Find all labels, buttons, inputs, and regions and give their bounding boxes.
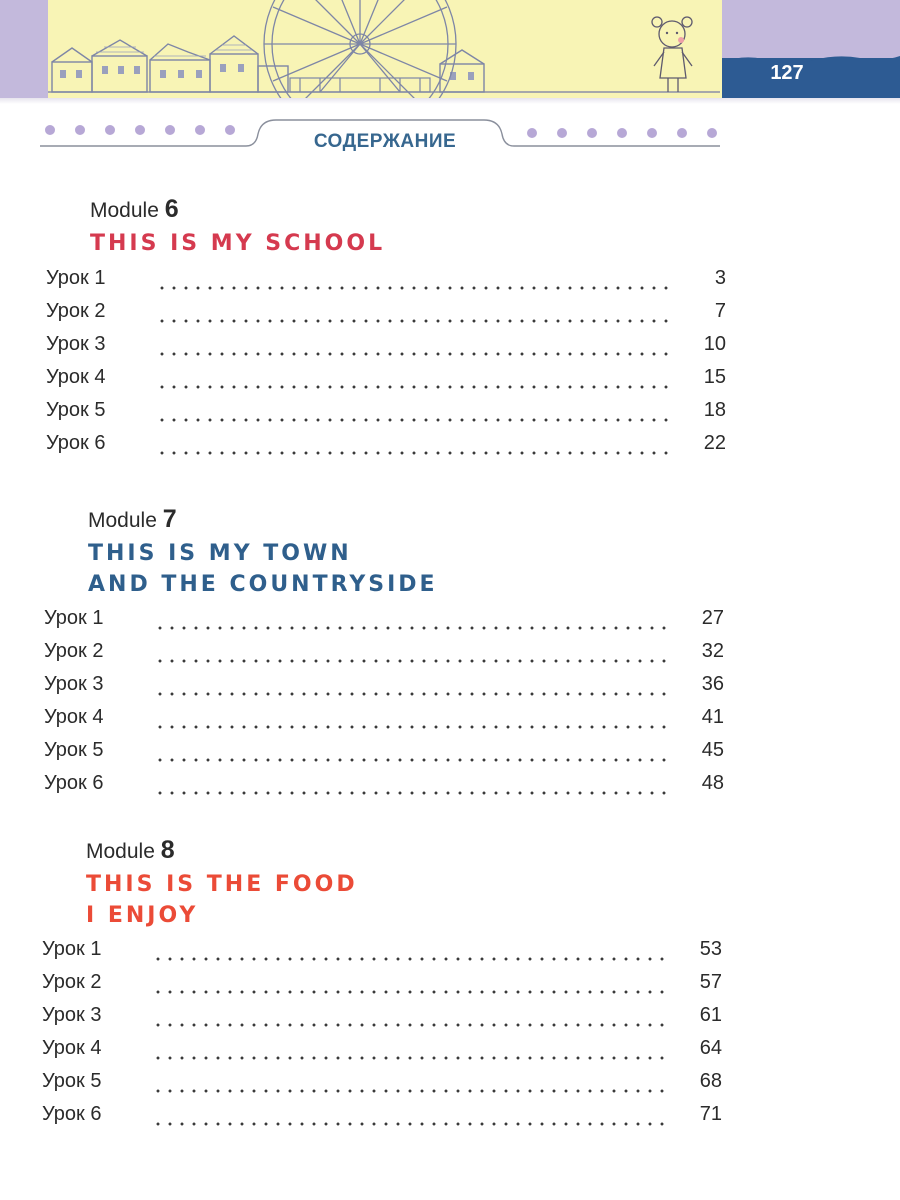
lesson-page: 18 [703,399,726,421]
lesson-label: Урок 4 [46,366,106,388]
page-header-banner [0,0,900,100]
dot-leader [154,791,674,795]
lesson-label: Урок 2 [46,300,106,322]
dot-leader [156,418,676,422]
toc-row[interactable] [46,333,726,363]
toc-row[interactable] [42,971,722,1001]
toc-row[interactable] [44,607,724,637]
module-word: Module [90,199,159,222]
dot-leader [154,659,674,663]
toc-row[interactable] [42,1037,722,1067]
lesson-page: 48 [701,772,724,794]
module-8-title [86,869,358,931]
dot-leader [154,758,674,762]
module-title-line: AND THE COUNTRYSIDE [88,572,438,597]
lesson-page: 71 [699,1103,722,1125]
dot-leader [152,990,672,994]
toc-row[interactable] [42,1004,722,1034]
toc-row[interactable] [46,300,726,330]
toc-row[interactable] [46,432,726,462]
toc-row[interactable] [46,399,726,429]
dot-leader [152,1023,672,1027]
toc-row[interactable] [44,772,724,802]
lesson-page: 27 [701,607,724,629]
module-word: Module [86,840,155,863]
lesson-label: Урок 4 [42,1037,102,1059]
lesson-label: Урок 3 [46,333,106,355]
lesson-page: 3 [714,267,726,289]
toc-row[interactable] [44,640,724,670]
lesson-label: Урок 1 [46,267,106,289]
girl-illustration [652,17,692,92]
module-title-line: THIS IS MY SCHOOL [90,231,386,256]
module-6-title [90,228,385,259]
lesson-page: 32 [701,640,724,662]
lesson-page: 64 [699,1037,722,1059]
dot-leader [152,1056,672,1060]
lesson-page: 15 [703,366,726,388]
toc-row[interactable] [42,938,722,968]
lesson-page: 22 [703,432,726,454]
toc-row[interactable] [42,1103,722,1133]
toc-row[interactable] [46,267,726,297]
lesson-label: Урок 5 [44,739,104,761]
dot-leader [152,957,672,961]
contents-title: СОДЕРЖАНИЕ [313,131,457,152]
toc-row[interactable] [42,1070,722,1100]
lesson-page: 68 [699,1070,722,1092]
dot-leader [154,725,674,729]
lesson-label: Урок 2 [42,971,102,993]
lesson-label: Урок 5 [46,399,106,421]
city-skyline-illustration [0,0,900,100]
lesson-label: Урок 3 [44,673,104,695]
lesson-page: 7 [714,300,726,322]
lesson-page: 36 [701,673,724,695]
module-8-label [86,836,175,865]
dot-leader [156,286,676,290]
dot-leader [154,692,674,696]
lesson-label: Урок 4 [44,706,104,728]
module-word: Module [88,509,157,532]
module-title-line: I ENJOY [86,903,199,928]
lesson-page: 45 [701,739,724,761]
toc-row[interactable] [44,739,724,769]
dot-leader [156,451,676,455]
module-6-label [90,195,179,224]
dot-leader [152,1089,672,1093]
banner-shadow [0,98,900,104]
dot-leader [156,319,676,323]
lesson-page: 10 [703,333,726,355]
toc-row[interactable] [44,673,724,703]
page-number: 127 [770,62,804,84]
module-number: 8 [160,836,175,864]
module-number: 6 [164,195,179,223]
toc-row[interactable] [44,706,724,736]
lesson-label: Урок 3 [42,1004,102,1026]
dot-leader [154,626,674,630]
lesson-page: 61 [699,1004,722,1026]
module-7-title [88,538,438,600]
lesson-label: Урок 6 [44,772,104,794]
lesson-label: Урок 1 [44,607,104,629]
lesson-page: 57 [699,971,722,993]
toc-row[interactable] [46,366,726,396]
dot-leader [156,385,676,389]
module-title-line: THIS IS THE FOOD [86,872,358,897]
module-7-label [88,505,177,534]
dot-leader [156,352,676,356]
lesson-label: Урок 6 [46,432,106,454]
lesson-page: 41 [701,706,724,728]
lesson-label: Урок 1 [42,938,102,960]
lesson-label: Урок 6 [42,1103,102,1125]
lesson-label: Урок 2 [44,640,104,662]
lesson-label: Урок 5 [42,1070,102,1092]
module-title-line: THIS IS MY TOWN [88,541,352,566]
module-number: 7 [162,505,177,533]
dot-leader [152,1122,672,1126]
lesson-page: 53 [699,938,722,960]
